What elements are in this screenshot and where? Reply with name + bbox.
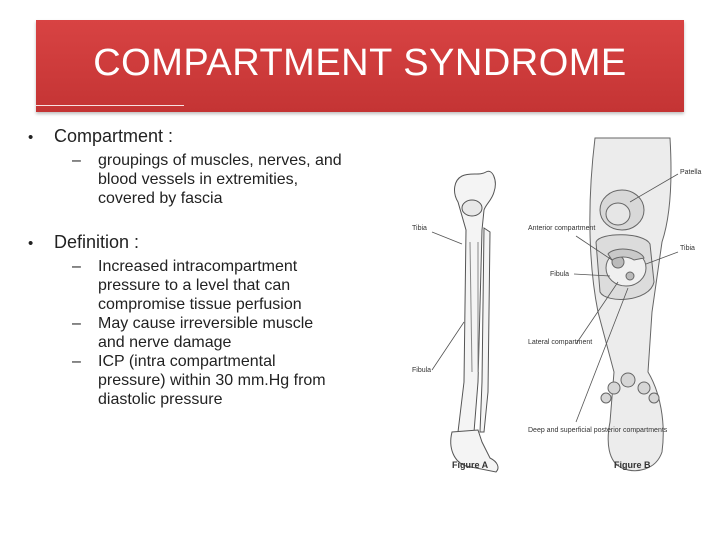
sub-bullet-marker: –	[72, 258, 81, 275]
bullet-label: Compartment :	[54, 126, 174, 146]
label-fibula-b: Fibula	[550, 271, 570, 278]
slide-title: COMPARTMENT SYNDROME	[93, 42, 627, 84]
figure-a-skeleton	[451, 171, 498, 472]
sub-bullet-text: groupings of muscles, nerves, and blood vessels in extremities, covered by fascia	[98, 152, 342, 207]
sub-bullet-marker: –	[72, 315, 81, 332]
label-fibula-a: Fibula	[412, 367, 432, 374]
label-anterior-compartment: Anterior compartment	[528, 225, 596, 232]
bullet-marker: •	[28, 129, 34, 146]
sub-bullet-text: Increased intracompartment pressure to a level that can compromise tissue perfusion	[98, 258, 302, 313]
label-tibia-a: Tibia	[412, 225, 427, 232]
sub-bullet-text: May cause irreversible muscle and nerve damage	[98, 315, 314, 351]
sub-bullet	[72, 352, 368, 409]
bullet-label: Definition :	[54, 232, 140, 252]
sub-bullet	[72, 257, 368, 314]
label-posterior-compartments: Deep and superficial posterior compartments	[528, 427, 668, 434]
figure-b-leg	[590, 138, 671, 471]
leg-anatomy-figure	[400, 132, 710, 476]
caption-figure-b: Figure B	[614, 460, 651, 470]
bullet-list	[28, 126, 368, 409]
caption-figure-a: Figure A	[452, 460, 489, 470]
sub-bullet-marker: –	[72, 353, 81, 370]
sub-bullet-marker: –	[72, 152, 81, 169]
bullet-marker: •	[28, 235, 34, 252]
bullet-compartment	[28, 126, 368, 147]
sub-bullet	[72, 314, 368, 352]
label-tibia-b: Tibia	[680, 245, 695, 252]
sub-bullet	[72, 151, 368, 208]
label-patella: Patella	[680, 169, 702, 176]
title-underline	[36, 105, 184, 106]
label-lateral-compartment: Lateral compartment	[528, 339, 593, 346]
sub-bullet-text: ICP (intra compartmental pressure) within 30 mm.Hg from diastolic pressure	[98, 353, 326, 408]
bullet-definition	[28, 232, 368, 253]
title-bar	[36, 20, 684, 112]
